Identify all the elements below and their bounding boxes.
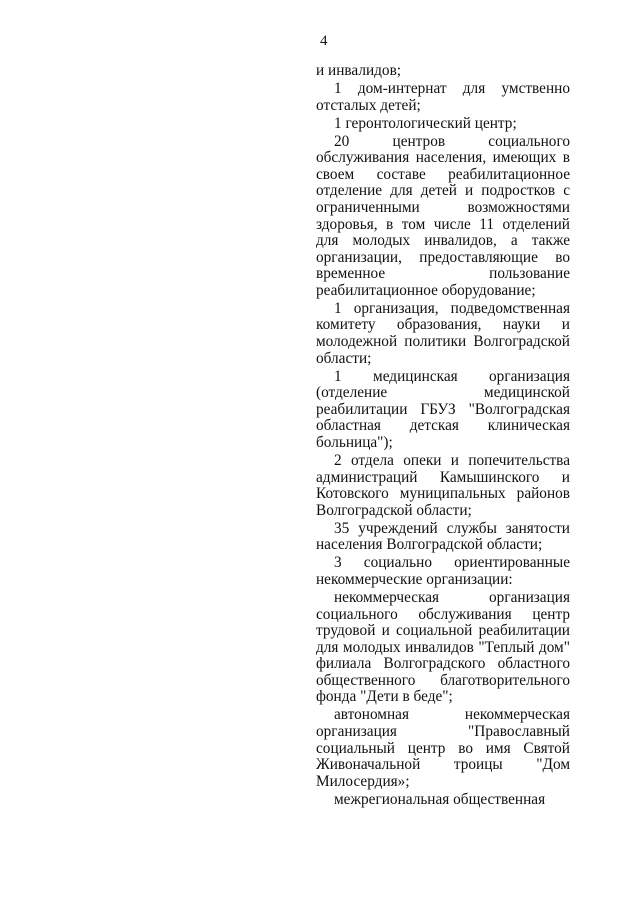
paragraph-interregional-public: межрегиональная общественная xyxy=(334,790,546,808)
paragraph-employment-services: 35 учреждений службы занятости населения Волгоградской области; xyxy=(316,519,570,554)
paragraph-medical-organization: 1 медицинская организация (отделение медицинской реабилитации ГБУЗ "Волгоградская областная детская клиническая больница"); xyxy=(316,367,570,452)
document-body xyxy=(316,63,570,810)
paragraph-nonprofits-header: 3 социально ориентированные некоммерческие организации: xyxy=(316,554,570,588)
page-number: 4 xyxy=(320,33,328,49)
paragraph-guardianship-departments: 2 отдела опеки и попечительства администраций Камышинского и Котовского муниципальных районов Волгоградской области; xyxy=(316,452,570,519)
paragraph-gerontology-center: 1 геронтологический центр; xyxy=(334,114,517,132)
paragraph-boarding-home: 1 дом-интернат для умственно отсталых детей; xyxy=(316,79,570,114)
paragraph-nonprofit-warm-house: некоммерческая организация социального обслуживания центр трудовой и социальной реабилитации для молодых инвалидов "Теплый дом" филиала Волгоградского областного общественного благотворительного фонда "Дети в беде"; xyxy=(316,588,570,706)
paragraph-education-committee: 1 организация, подведомственная комитету образования, науки и молодежной политики Волгоградской области; xyxy=(316,299,570,367)
paragraph-nonprofit-orthodox-center: автономная некоммерческая организация "Православный социальный центр во имя Святой Живоначальной троицы "Дом Милосердия»; xyxy=(316,706,570,790)
paragraph-continuation: и инвалидов; xyxy=(316,62,402,79)
paragraph-social-service-centers: 20 центров социального обслуживания населения, имеющих в своем составе реабилитационное отделение для детей и подростков с ограниченными возможностями здоровья, в том числе 11 отделений для молодых инвалидов, а также организации, предоставляющие во временное пользование реабилитационное оборудование; xyxy=(316,132,570,299)
